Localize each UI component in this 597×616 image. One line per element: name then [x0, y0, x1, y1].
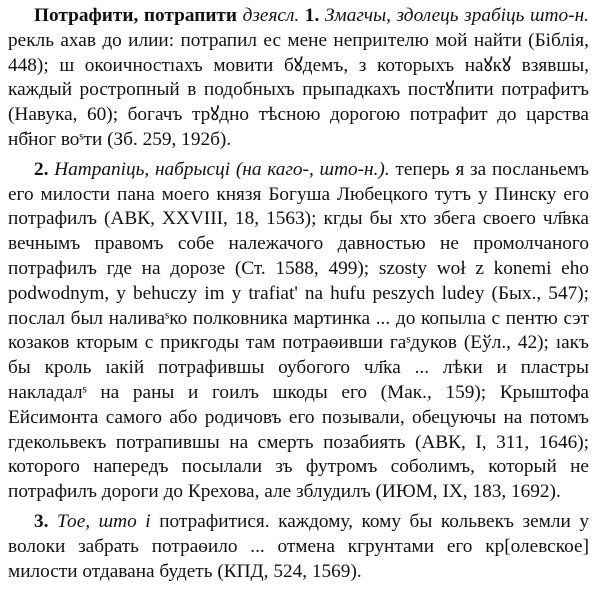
sense-number-2: 2. [34, 158, 49, 180]
sense-number-3: 3. [34, 510, 49, 532]
entry-sense-3 [8, 510, 589, 584]
sense-gloss-2: Натрапіць, набрысці (на каго-, што-н.). [54, 158, 390, 180]
sense-citations-2: теперь я за посланьемъ его милости пана моего князя Богуша Любецкого тутъ у Пинску его потрафилъ (АВК, XXVIII, 18, 1563); кгды бы хто збега своего чл҃вка вечнымъ правомъ собе належачого давностью не промолчаного потрафилъ где на дорозе (Ст. 1588, 499); szosty woł z konemi eho podwodnym, y behuczy im y trafiat' na hufu peszych ludey (Быx., 547); послал был наливаˢко полковника мартинка ... до копылıа с пентю сэт козаков кторым с прикгоды там потраѳивши гаˢдуков (Еўл., 42); ıакъ бы кроль ıакій потрафившы оубогого чл҃ка ... лѣки и пластры накладалˢ на раны и гоилъ шкоды его (Мак., 159); Крыштофа Ейсимонта самого або родичовъ его позывали, обецуючы на потомъ гдекольвекъ потрапившы на смерть позабиять (АВК, I, 311, 1646); которого напередъ посылали зъ футромъ соболимъ, который не потрафилъ дороги до Крехова, але зблудилъ (ИЮМ, IX, 183, 1692). [8, 158, 589, 503]
sense-crossref-3: потрафитися. [159, 510, 270, 532]
sense-gloss-3: Тое, што і [57, 510, 151, 532]
entry-sense-1 [8, 4, 589, 153]
sense-gloss-1: Змагчы, здолець зрабіць што-н. [324, 5, 589, 26]
sense-citations-1: рекль ахав до илии: потрапил ес мене неприıтелю мой найти (Біблія, 448); ш окоичностıахъ мовити бꙋдемъ, з которыхъ наꙋкꙋ взявшы, каждый ростропный в подобныхъ прыпадкахъ постꙋпити потрафитъ (Навука, 60); богачъ трꙋдно тѣсною дорогою потрафит до царства нб҃ног воˢти (Зб. 259, 192б). [8, 29, 589, 150]
entry-sense-2 [8, 158, 589, 505]
sense-citations-3: каждому, кому бы кольвекъ земли у волоки забрать потраѳило ... отмена кгрунтами его кр[олевское] милости отдавана будеть (КПД, 524, 1569). [8, 510, 590, 582]
headword: Потрафити, потрапити [34, 5, 238, 26]
sense-number-1: 1. [304, 5, 320, 26]
part-of-speech: дзеясл. [242, 5, 300, 26]
